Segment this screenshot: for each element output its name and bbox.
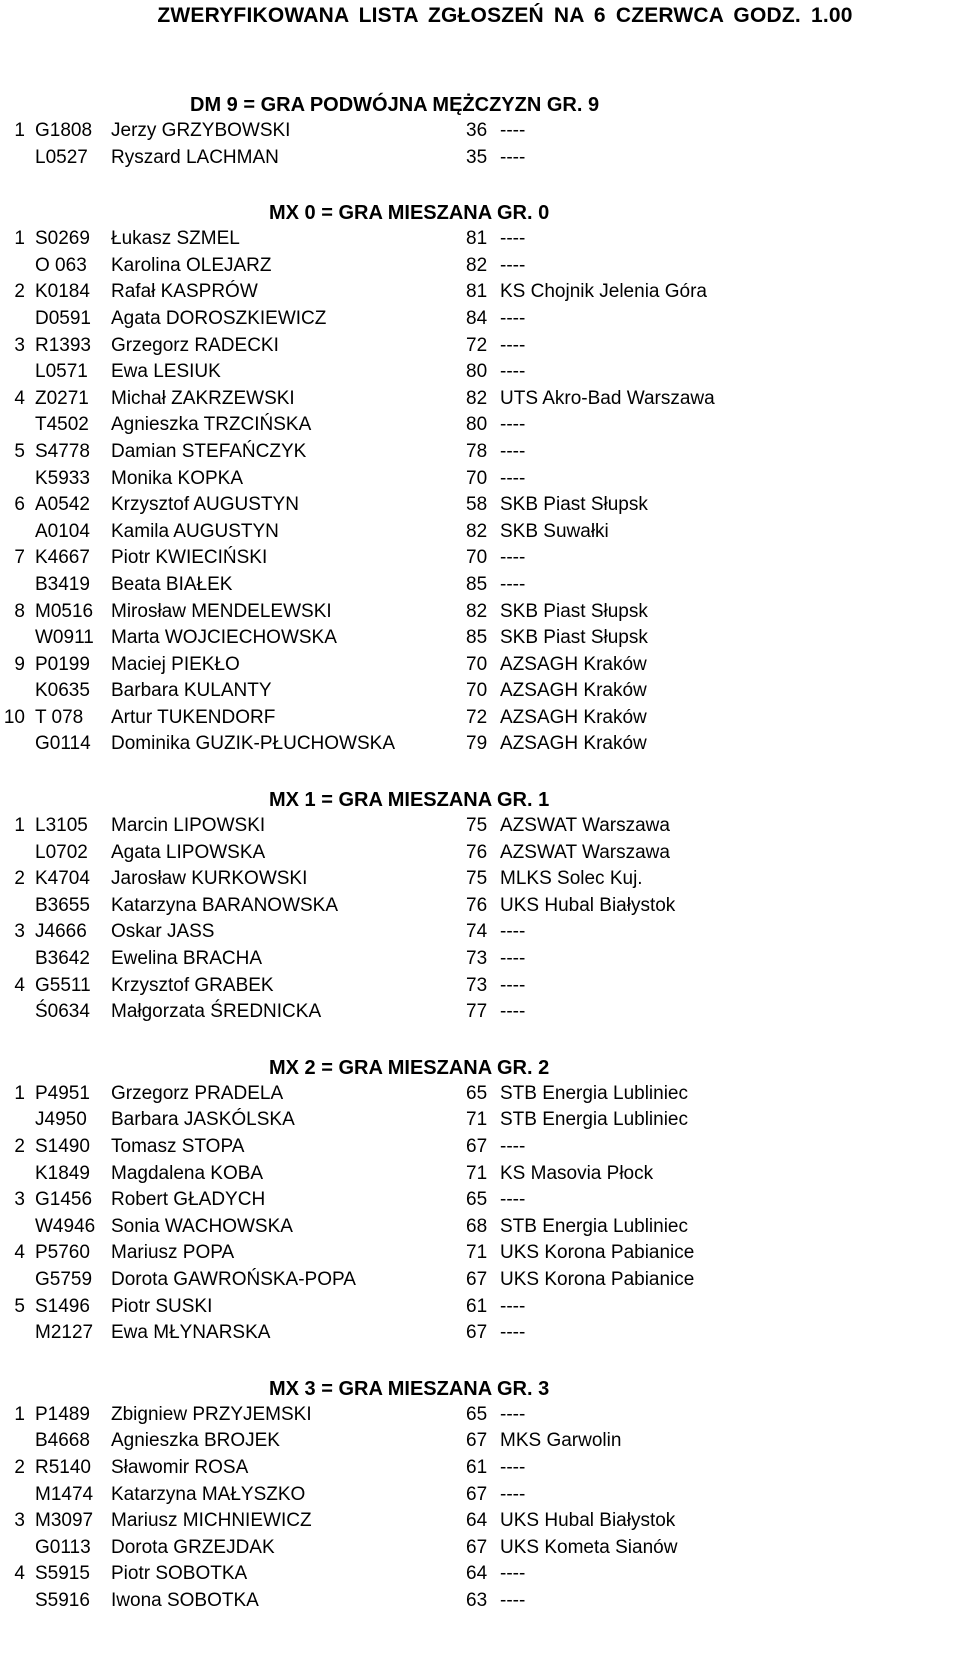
pair-number: 2 bbox=[14, 1136, 25, 1157]
player-name: Agnieszka BROJEK bbox=[111, 1430, 280, 1452]
player-code: K0635 bbox=[35, 680, 90, 702]
pair-number: 8 bbox=[14, 600, 25, 622]
pair-number: 2 bbox=[14, 281, 25, 303]
player-row bbox=[0, 1107, 960, 1134]
player-age: 82 bbox=[466, 254, 488, 276]
player-club: ---- bbox=[500, 120, 526, 141]
player-code: B4668 bbox=[35, 1430, 90, 1452]
player-name: Michał ZAKRZEWSKI bbox=[111, 387, 295, 409]
player-age: 67 bbox=[466, 1322, 488, 1344]
player-club: ---- bbox=[500, 1295, 526, 1317]
player-row bbox=[0, 625, 960, 652]
player-code: B3655 bbox=[35, 894, 90, 916]
player-age: 78 bbox=[466, 440, 488, 462]
section-title: MX 0 = GRA MIESZANA GR. 0 bbox=[269, 202, 550, 225]
player-age: 70 bbox=[466, 467, 488, 489]
player-code: B3642 bbox=[35, 948, 90, 970]
player-code: S5916 bbox=[35, 1589, 90, 1611]
player-age: 70 bbox=[466, 547, 488, 569]
player-name: Jarosław KURKOWSKI bbox=[111, 868, 308, 890]
player-name: Barbara JASKÓLSKA bbox=[111, 1109, 295, 1131]
player-club: ---- bbox=[500, 974, 526, 996]
player-age: 65 bbox=[466, 1403, 488, 1425]
player-club: UKS Hubal Białystok bbox=[500, 894, 676, 916]
player-name: Piotr SUSKI bbox=[111, 1295, 213, 1317]
player-age: 70 bbox=[466, 653, 488, 675]
player-club: MKS Garwolin bbox=[500, 1430, 622, 1452]
player-row bbox=[0, 279, 960, 306]
player-age: 58 bbox=[466, 494, 488, 516]
player-row bbox=[0, 1535, 960, 1562]
player-name: Agata DOROSZKIEWICZ bbox=[111, 307, 327, 329]
player-age: 67 bbox=[466, 1136, 488, 1157]
player-row bbox=[0, 813, 960, 840]
player-code: K0184 bbox=[35, 281, 90, 303]
player-club: AZSAGH Kraków bbox=[500, 733, 647, 755]
pair-number: 1 bbox=[14, 228, 25, 250]
player-club: UKS Kometa Sianów bbox=[500, 1536, 678, 1558]
player-code: P4951 bbox=[35, 1082, 90, 1104]
player-age: 79 bbox=[466, 733, 488, 755]
player-name: Jerzy GRZYBOWSKI bbox=[111, 120, 291, 141]
player-club: ---- bbox=[500, 1563, 526, 1585]
pair-number: 1 bbox=[14, 120, 25, 141]
player-name: Barbara KULANTY bbox=[111, 680, 272, 702]
player-age: 76 bbox=[466, 841, 488, 863]
player-code: G5511 bbox=[35, 974, 91, 996]
player-age: 80 bbox=[466, 361, 488, 383]
player-age: 36 bbox=[466, 120, 488, 141]
player-row bbox=[0, 1508, 960, 1535]
player-row bbox=[0, 1214, 960, 1241]
player-code: Z0271 bbox=[35, 387, 89, 409]
player-code: G0113 bbox=[35, 1536, 91, 1558]
player-code: M1474 bbox=[35, 1483, 94, 1505]
player-code: L0527 bbox=[35, 146, 88, 168]
player-age: 67 bbox=[466, 1483, 488, 1505]
player-age: 61 bbox=[466, 1456, 488, 1478]
player-row bbox=[0, 1402, 960, 1429]
player-club: ---- bbox=[500, 921, 526, 943]
player-age: 65 bbox=[466, 1082, 488, 1104]
player-name: Dorota GRZEJDAK bbox=[111, 1536, 275, 1558]
player-age: 76 bbox=[466, 894, 488, 916]
player-row bbox=[0, 893, 960, 920]
player-name: Artur TUKENDORF bbox=[111, 706, 276, 728]
player-code: J4950 bbox=[35, 1109, 87, 1131]
player-name: Piotr KWIECIŃSKI bbox=[111, 547, 268, 569]
player-code: S4778 bbox=[35, 440, 90, 462]
player-club: AZSAGH Kraków bbox=[500, 680, 647, 702]
pair-number: 4 bbox=[14, 974, 25, 996]
player-name: Mariusz POPA bbox=[111, 1242, 235, 1264]
player-name: Ewelina BRACHA bbox=[111, 948, 262, 970]
player-club: ---- bbox=[500, 254, 526, 276]
player-name: Krzysztof AUGUSTYN bbox=[111, 494, 299, 516]
player-club: ---- bbox=[500, 948, 526, 970]
player-club: ---- bbox=[500, 1456, 526, 1478]
player-club: SKB Piast Słupsk bbox=[500, 494, 648, 516]
player-club: ---- bbox=[500, 146, 526, 168]
player-name: Karolina OLEJARZ bbox=[111, 254, 272, 276]
pair-number: 4 bbox=[14, 1242, 25, 1264]
player-age: 64 bbox=[466, 1510, 488, 1532]
player-name: Małgorzata ŚREDNICKA bbox=[111, 1001, 322, 1023]
player-name: Monika KOPKA bbox=[111, 467, 243, 489]
section bbox=[0, 92, 960, 171]
section bbox=[0, 1055, 960, 1347]
player-club: ---- bbox=[500, 414, 526, 436]
player-row bbox=[0, 1320, 960, 1347]
player-age: 81 bbox=[466, 281, 488, 303]
player-code: R1393 bbox=[35, 334, 91, 356]
player-club: ---- bbox=[500, 334, 526, 356]
player-row bbox=[0, 1482, 960, 1509]
player-row bbox=[0, 1561, 960, 1588]
player-code: W4946 bbox=[35, 1215, 96, 1237]
player-code: B3419 bbox=[35, 573, 90, 595]
pair-number: 9 bbox=[14, 653, 25, 675]
player-age: 72 bbox=[466, 706, 488, 728]
pair-number: 3 bbox=[14, 1510, 25, 1532]
player-name: Damian STEFAŃCZYK bbox=[111, 440, 307, 462]
player-club: ---- bbox=[500, 1322, 526, 1344]
player-code: T 078 bbox=[35, 706, 84, 728]
player-age: 68 bbox=[466, 1215, 488, 1237]
player-code: G5759 bbox=[35, 1268, 93, 1290]
player-row bbox=[0, 1134, 960, 1161]
player-age: 72 bbox=[466, 334, 488, 356]
pair-number: 7 bbox=[14, 547, 25, 569]
player-name: Ryszard LACHMAN bbox=[111, 146, 279, 168]
player-row bbox=[0, 359, 960, 386]
player-name: Łukasz SZMEL bbox=[111, 228, 240, 250]
player-age: 75 bbox=[466, 815, 488, 837]
player-row bbox=[0, 439, 960, 466]
player-age: 74 bbox=[466, 921, 488, 943]
player-age: 67 bbox=[466, 1536, 488, 1558]
pair-number: 1 bbox=[14, 815, 25, 837]
section bbox=[0, 1376, 960, 1615]
player-code: Ś0634 bbox=[35, 1001, 90, 1023]
player-code: S5915 bbox=[35, 1563, 90, 1585]
player-name: Robert GŁADYCH bbox=[111, 1189, 266, 1211]
player-name: Beata BIAŁEK bbox=[111, 573, 233, 595]
player-club: ---- bbox=[500, 440, 526, 462]
player-row bbox=[0, 386, 960, 413]
player-code: A0104 bbox=[35, 520, 90, 542]
player-code: A0542 bbox=[35, 494, 90, 516]
player-row bbox=[0, 652, 960, 679]
player-club: AZSAGH Kraków bbox=[500, 653, 647, 675]
section bbox=[0, 787, 960, 1026]
player-age: 64 bbox=[466, 1563, 488, 1585]
pair-number: 6 bbox=[14, 494, 25, 516]
player-row bbox=[0, 306, 960, 333]
player-row bbox=[0, 545, 960, 572]
player-code: P5760 bbox=[35, 1242, 90, 1264]
player-club: ---- bbox=[500, 1001, 526, 1023]
player-name: Dorota GAWROŃSKA-POPA bbox=[111, 1268, 356, 1290]
page-title: ZWERYFIKOWANA LISTA ZGŁOSZEŃ NA 6 CZERWCA GODZ. 1.00 bbox=[157, 4, 853, 27]
player-club: ---- bbox=[500, 467, 526, 489]
player-name: Maciej PIEKŁO bbox=[111, 653, 240, 675]
player-club: STB Energia Lubliniec bbox=[500, 1109, 688, 1131]
player-name: Grzegorz RADECKI bbox=[111, 334, 279, 356]
player-row bbox=[0, 412, 960, 439]
player-club: UTS Akro-Bad Warszawa bbox=[500, 387, 715, 409]
player-name: Mariusz MICHNIEWICZ bbox=[111, 1510, 312, 1532]
player-name: Katarzyna MAŁYSZKO bbox=[111, 1483, 306, 1505]
player-club: SKB Suwałki bbox=[500, 520, 609, 542]
player-code: M0516 bbox=[35, 600, 94, 622]
player-club: ---- bbox=[500, 1589, 526, 1611]
player-age: 77 bbox=[466, 1001, 488, 1023]
section-title: MX 3 = GRA MIESZANA GR. 3 bbox=[269, 1377, 550, 1400]
player-row bbox=[0, 333, 960, 360]
player-code: J4666 bbox=[35, 921, 87, 943]
player-club: AZSAGH Kraków bbox=[500, 706, 647, 728]
pair-number: 2 bbox=[14, 868, 25, 890]
player-age: 75 bbox=[466, 868, 488, 890]
player-code: O 063 bbox=[35, 254, 87, 276]
player-club: AZSWAT Warszawa bbox=[500, 815, 670, 837]
player-row bbox=[0, 946, 960, 973]
section-title: DM 9 = GRA PODWÓJNA MĘŻCZYZN GR. 9 bbox=[190, 94, 600, 116]
player-age: 82 bbox=[466, 387, 488, 409]
player-row bbox=[0, 1267, 960, 1294]
sections-container bbox=[0, 92, 960, 1644]
player-row bbox=[0, 492, 960, 519]
player-club: KS Masovia Płock bbox=[500, 1162, 654, 1184]
pair-number: 3 bbox=[14, 1189, 25, 1211]
pair-number: 3 bbox=[14, 334, 25, 356]
player-code: D0591 bbox=[35, 307, 91, 329]
player-age: 82 bbox=[466, 520, 488, 542]
player-row bbox=[0, 840, 960, 867]
pair-number: 2 bbox=[14, 1456, 25, 1478]
player-code: L3105 bbox=[35, 815, 88, 837]
player-name: Iwona SOBOTKA bbox=[111, 1589, 259, 1611]
player-row bbox=[0, 919, 960, 946]
player-age: 65 bbox=[466, 1189, 488, 1211]
player-row bbox=[0, 1161, 960, 1188]
player-code: M3097 bbox=[35, 1510, 94, 1532]
player-club: UKS Hubal Białystok bbox=[500, 1510, 676, 1532]
pair-number: 4 bbox=[14, 387, 25, 409]
player-code: S0269 bbox=[35, 228, 90, 250]
player-code: M2127 bbox=[35, 1322, 94, 1344]
player-row bbox=[0, 1455, 960, 1482]
player-club: MLKS Solec Kuj. bbox=[500, 868, 643, 890]
player-code: G1456 bbox=[35, 1189, 93, 1211]
player-name: Ewa LESIUK bbox=[111, 361, 221, 383]
player-row bbox=[0, 253, 960, 280]
player-row bbox=[0, 1588, 960, 1615]
player-name: Grzegorz PRADELA bbox=[111, 1082, 284, 1104]
player-row bbox=[0, 599, 960, 626]
player-age: 81 bbox=[466, 228, 488, 250]
player-code: S1490 bbox=[35, 1136, 90, 1157]
player-age: 71 bbox=[466, 1162, 488, 1184]
player-name: Sonia WACHOWSKA bbox=[111, 1215, 293, 1237]
player-code: G1808 bbox=[35, 120, 93, 141]
player-club: STB Energia Lubliniec bbox=[500, 1215, 688, 1237]
player-row bbox=[0, 1081, 960, 1108]
player-age: 35 bbox=[466, 146, 488, 168]
player-row bbox=[0, 572, 960, 599]
player-club: AZSWAT Warszawa bbox=[500, 841, 670, 863]
player-code: L0571 bbox=[35, 361, 88, 383]
player-row bbox=[0, 519, 960, 546]
player-club: SKB Piast Słupsk bbox=[500, 600, 648, 622]
section bbox=[0, 200, 960, 758]
player-code: G0114 bbox=[35, 733, 91, 755]
player-club: UKS Korona Pabianice bbox=[500, 1242, 695, 1264]
player-row bbox=[0, 1240, 960, 1267]
player-club: ---- bbox=[500, 228, 526, 250]
player-age: 80 bbox=[466, 414, 488, 436]
player-name: Krzysztof GRABEK bbox=[111, 974, 274, 996]
player-name: Ewa MŁYNARSKA bbox=[111, 1322, 271, 1344]
pair-number: 5 bbox=[14, 1295, 25, 1317]
player-code: W0911 bbox=[35, 627, 94, 649]
pair-number: 1 bbox=[14, 1082, 25, 1104]
player-name: Marcin LIPOWSKI bbox=[111, 815, 266, 837]
player-row bbox=[0, 678, 960, 705]
pair-number: 3 bbox=[14, 921, 25, 943]
player-row bbox=[0, 1187, 960, 1214]
player-age: 85 bbox=[466, 573, 488, 595]
player-age: 63 bbox=[466, 1589, 488, 1611]
player-row bbox=[0, 1428, 960, 1455]
player-club: STB Energia Lubliniec bbox=[500, 1082, 688, 1104]
player-row bbox=[0, 226, 960, 253]
player-age: 71 bbox=[466, 1242, 488, 1264]
player-row bbox=[0, 145, 960, 172]
player-code: K4667 bbox=[35, 547, 90, 569]
player-age: 84 bbox=[466, 307, 488, 329]
player-name: Piotr SOBOTKA bbox=[111, 1563, 248, 1585]
player-age: 85 bbox=[466, 627, 488, 649]
player-name: Kamila AUGUSTYN bbox=[111, 520, 279, 542]
player-name: Agnieszka TRZCIŃSKA bbox=[111, 414, 312, 436]
player-name: Dominika GUZIK-PŁUCHOWSKA bbox=[111, 733, 395, 755]
player-code: K1849 bbox=[35, 1162, 90, 1184]
pair-number: 1 bbox=[14, 1403, 25, 1425]
player-age: 71 bbox=[466, 1109, 488, 1131]
player-club: ---- bbox=[500, 1483, 526, 1505]
pair-number: 4 bbox=[14, 1563, 25, 1585]
player-age: 73 bbox=[466, 974, 488, 996]
player-row bbox=[0, 466, 960, 493]
player-age: 70 bbox=[466, 680, 488, 702]
player-name: Mirosław MENDELEWSKI bbox=[111, 600, 332, 622]
player-name: Marta WOJCIECHOWSKA bbox=[111, 627, 337, 649]
player-name: Agata LIPOWSKA bbox=[111, 841, 266, 863]
player-code: K4704 bbox=[35, 868, 90, 890]
player-code: P0199 bbox=[35, 653, 90, 675]
player-club: ---- bbox=[500, 573, 526, 595]
player-club: ---- bbox=[500, 1189, 526, 1211]
pair-number: 10 bbox=[3, 706, 25, 728]
player-row bbox=[0, 1294, 960, 1321]
player-club: ---- bbox=[500, 547, 526, 569]
player-name: Oskar JASS bbox=[111, 921, 215, 943]
player-row bbox=[0, 118, 960, 145]
player-age: 67 bbox=[466, 1268, 488, 1290]
player-name: Zbigniew PRZYJEMSKI bbox=[111, 1403, 312, 1425]
player-name: Sławomir ROSA bbox=[111, 1456, 249, 1478]
player-name: Tomasz STOPA bbox=[111, 1136, 245, 1157]
player-club: UKS Korona Pabianice bbox=[500, 1268, 695, 1290]
section-title: MX 2 = GRA MIESZANA GR. 2 bbox=[269, 1056, 550, 1079]
pair-number: 5 bbox=[14, 440, 25, 462]
player-code: P1489 bbox=[35, 1403, 90, 1425]
player-name: Rafał KASPRÓW bbox=[111, 281, 258, 303]
player-age: 67 bbox=[466, 1430, 488, 1452]
section-title: MX 1 = GRA MIESZANA GR. 1 bbox=[269, 789, 550, 812]
player-code: L0702 bbox=[35, 841, 88, 863]
player-name: Katarzyna BARANOWSKA bbox=[111, 894, 339, 916]
player-code: K5933 bbox=[35, 467, 90, 489]
player-club: ---- bbox=[500, 361, 526, 383]
player-row bbox=[0, 866, 960, 893]
player-code: R5140 bbox=[35, 1456, 91, 1478]
player-name: Magdalena KOBA bbox=[111, 1162, 264, 1184]
player-row bbox=[0, 999, 960, 1026]
player-code: S1496 bbox=[35, 1295, 90, 1317]
player-row bbox=[0, 973, 960, 1000]
player-club: SKB Piast Słupsk bbox=[500, 627, 648, 649]
player-club: ---- bbox=[500, 1136, 526, 1157]
player-age: 82 bbox=[466, 600, 488, 622]
player-code: T4502 bbox=[35, 414, 89, 436]
player-age: 61 bbox=[466, 1295, 488, 1317]
player-club: ---- bbox=[500, 1403, 526, 1425]
player-row bbox=[0, 731, 960, 758]
player-row bbox=[0, 705, 960, 732]
player-age: 73 bbox=[466, 948, 488, 970]
player-club: KS Chojnik Jelenia Góra bbox=[500, 281, 707, 303]
player-club: ---- bbox=[500, 307, 526, 329]
